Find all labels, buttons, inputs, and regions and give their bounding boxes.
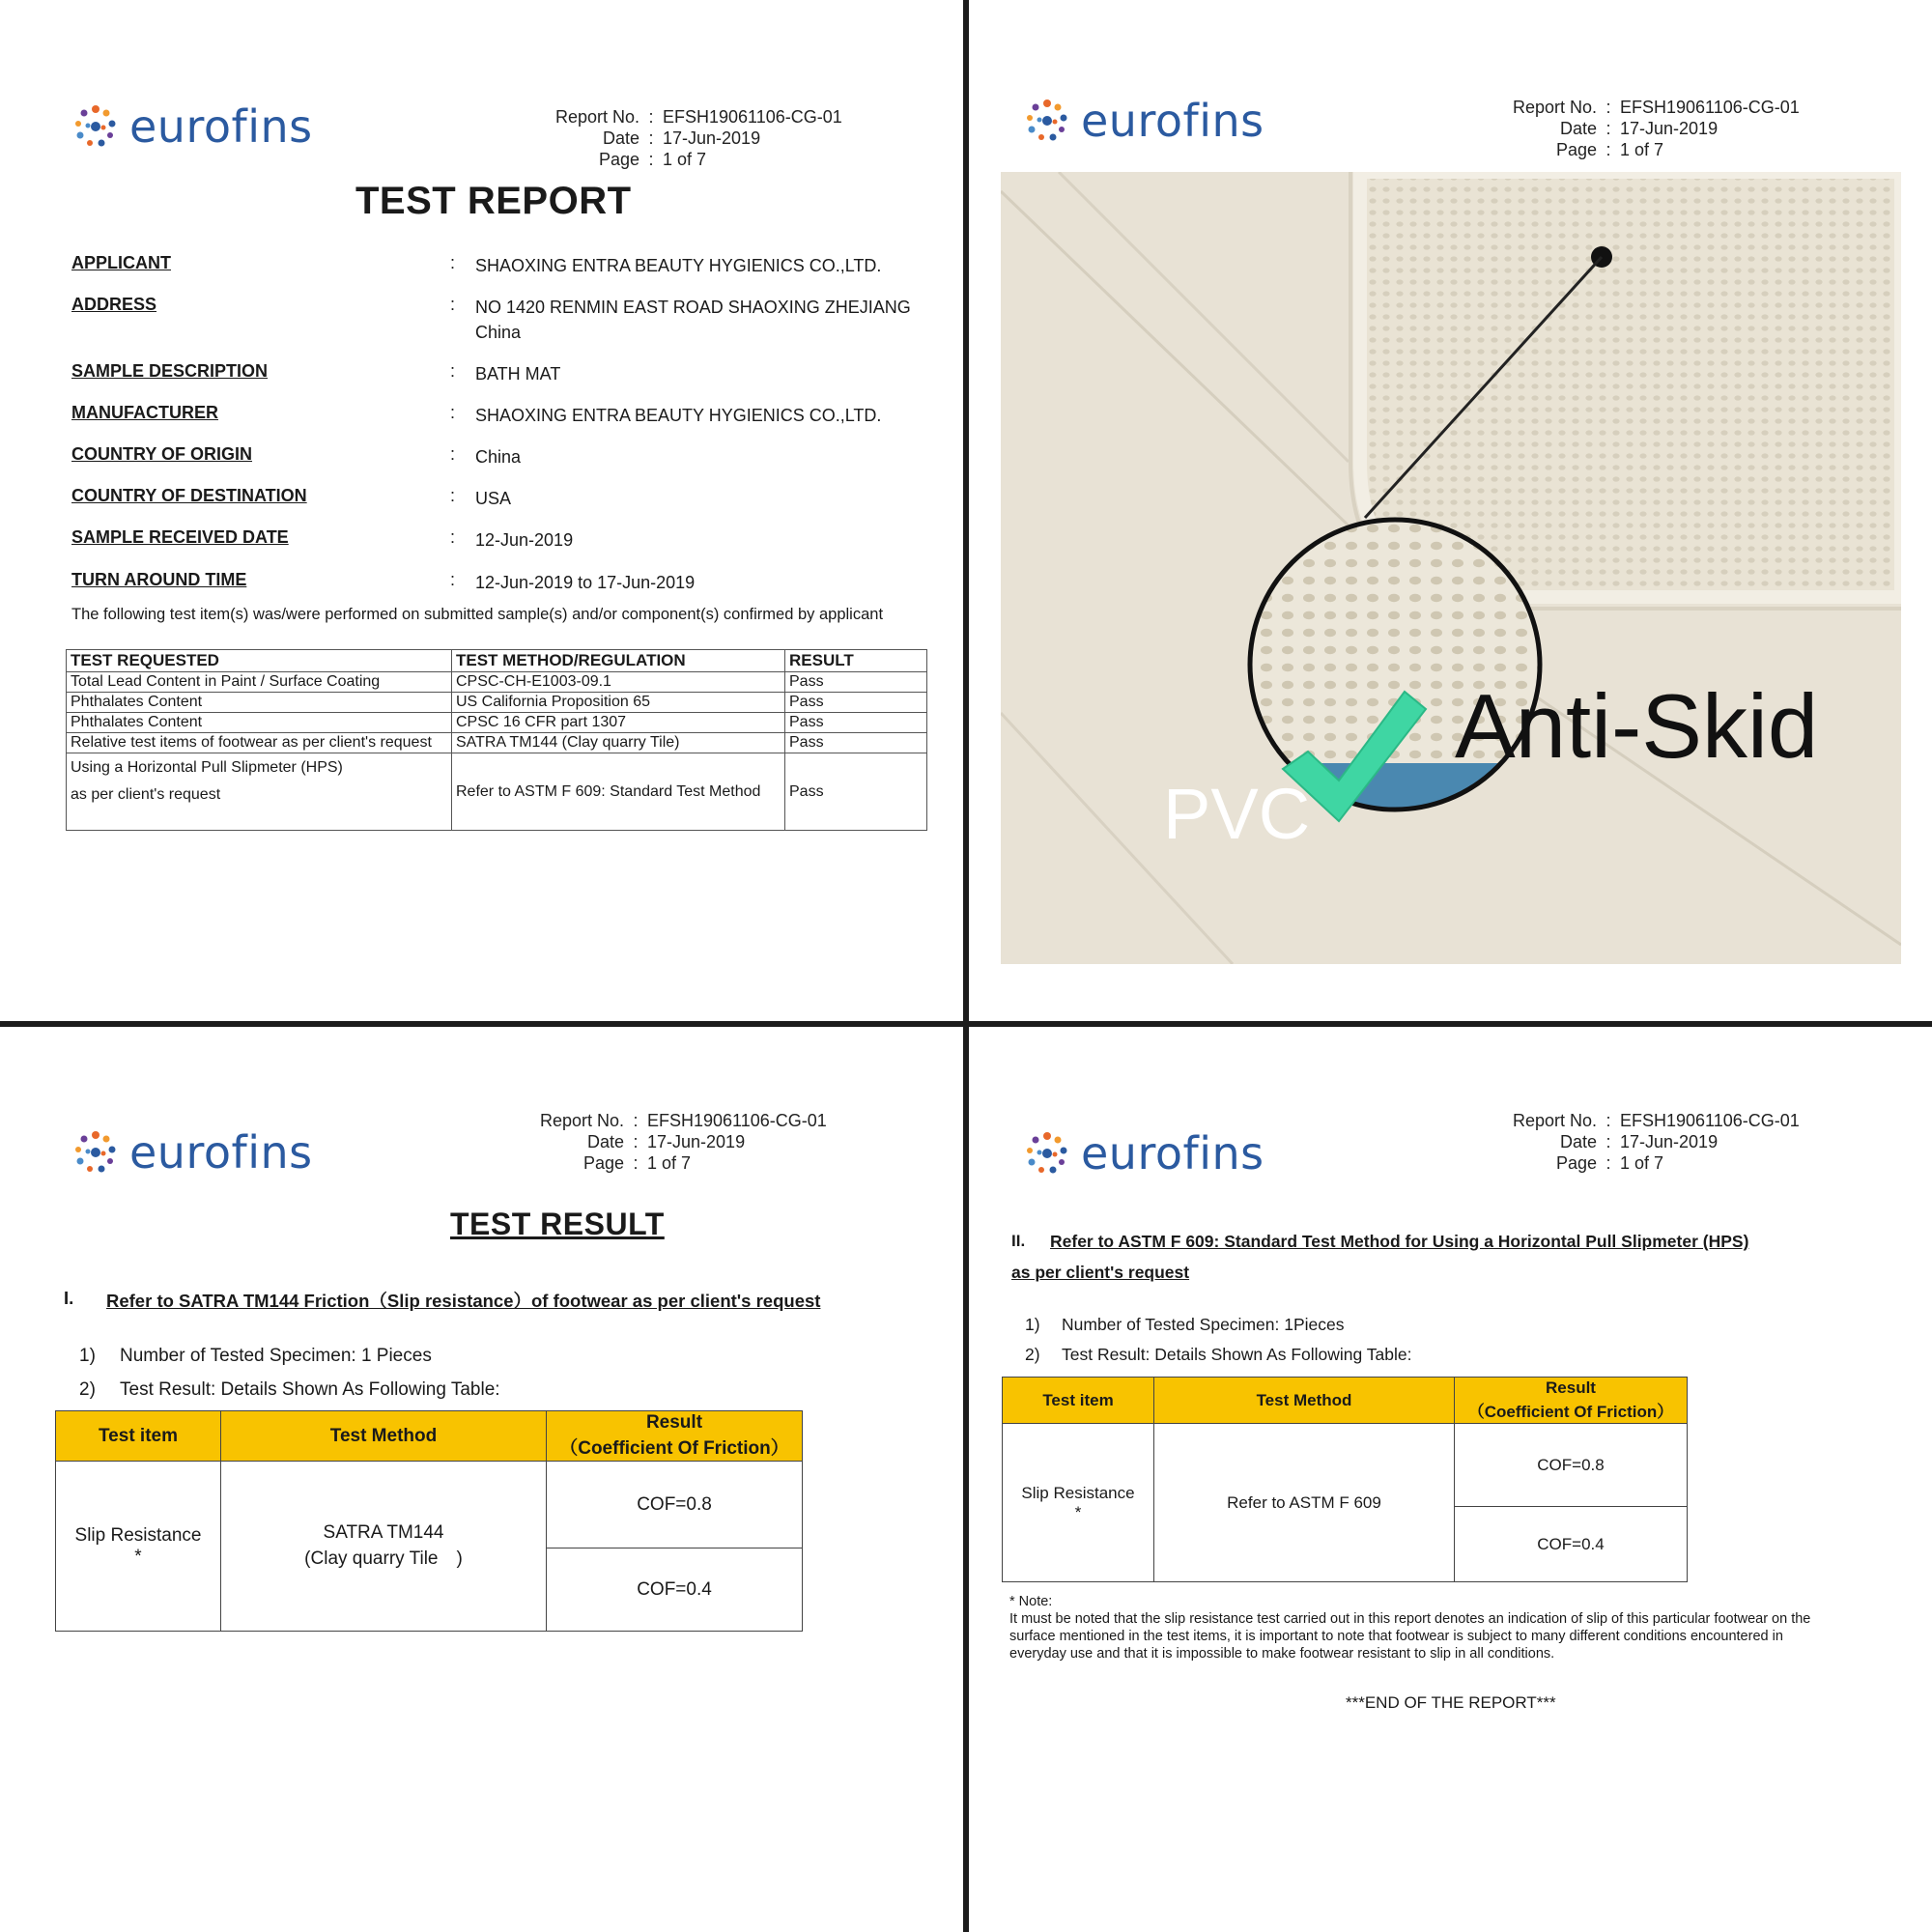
note-line-3: everyday use and that it is impossible to make footwear resistant to slip in all conditions. [1009,1646,1555,1662]
eurofins-logo-icon [71,102,120,151]
logo-text: eurofins [1081,1127,1264,1179]
report-meta: Report No. : EFSH19061106-CG-01 Date : 17-Jun-2019 Page : 1 of 7 [1491,97,1800,160]
eurofins-logo-icon [1023,1129,1071,1178]
pvc-label: PVC [1163,774,1311,854]
table-row [67,753,927,831]
report-date: 17-Jun-2019 [663,128,761,148]
cell-result-2: COF=0.4 [1455,1507,1688,1582]
header-test-method: Test Method [221,1411,547,1462]
eurofins-logo [1023,1127,1264,1179]
item-1-number: 1) [1025,1315,1040,1334]
table-cell: Pass [785,753,927,831]
section-number: II. [1011,1232,1026,1250]
friction-table [1002,1377,1688,1582]
report-no-label: Report No. [554,107,639,127]
anti-skid-callout: Anti-Skid [1455,675,1819,777]
header-test-item: Test item [56,1411,221,1462]
section-heading-2: as per client's request [1011,1263,1190,1282]
table-cell: Pass [785,672,927,693]
logo-text: eurofins [1081,95,1264,147]
cell-test-method: Refer to ASTM F 609 [1154,1424,1455,1582]
date-label: Date [1559,119,1597,138]
report-no: EFSH19061106-CG-01 [663,107,842,127]
field-label: COUNTRY OF DESTINATION [71,486,307,505]
date-label: Date [602,128,639,148]
note-title: * Note: [1009,1594,1053,1609]
table-cell: Pass [785,693,927,713]
field-value: 12-Jun-2019 to 17-Jun-2019 [475,573,696,592]
header-result: Result （Coefficient Of Friction） [1455,1378,1688,1424]
bath-mat-photo [1001,172,1901,964]
table-cell: Pass [785,733,927,753]
date-label: Date [586,1132,624,1151]
section-heading: Refer to ASTM F 609: Standard Test Method for Using a Horizontal Pull Slipmeter (HPS) [1050,1232,1749,1251]
report-date: 17-Jun-2019 [1620,119,1719,138]
report-no-label: Report No. [1512,1111,1597,1130]
report-meta: Report No. : EFSH19061106-CG-01 Date : 17-Jun-2019 Page : 1 of 7 [533,106,842,170]
table-cell: Refer to ASTM F 609: Standard Test Method [452,753,785,831]
report-date: 17-Jun-2019 [1620,1132,1719,1151]
test-result-page-1 [0,1027,963,1932]
item-2-text: Test Result: Details Shown As Following Table: [120,1379,500,1400]
header-result: Result （Coefficient Of Friction） [547,1411,803,1462]
logo-text: eurofins [129,1126,313,1179]
table-row [1003,1424,1688,1507]
field-value: NO 1420 RENMIN EAST ROAD SHAOXING ZHEJIANG China [475,298,911,342]
table-row [67,733,927,753]
page-number: 1 of 7 [1620,1153,1664,1173]
report-no: EFSH19061106-CG-01 [647,1111,827,1130]
item-2-text: Test Result: Details Shown As Following Table: [1062,1345,1412,1364]
field-value: 12-Jun-2019 [475,530,574,550]
field-value: BATH MAT [475,364,561,384]
table-cell: Phthalates Content [67,713,452,733]
cell-test-item: Slip Resistance * [1003,1424,1154,1582]
header-result: RESULT [785,650,927,672]
table-header-row [1003,1378,1688,1424]
field-value: SHAOXING ENTRA BEAUTY HYGIENICS CO.,LTD. [475,406,882,425]
eurofins-logo-icon [71,1128,120,1177]
page-number: 1 of 7 [647,1153,692,1173]
field-label: ADDRESS [71,295,157,314]
field-value: USA [475,489,512,508]
header-method: TEST METHOD/REGULATION [452,650,785,672]
field-label: COUNTRY OF ORIGIN [71,444,253,464]
field-label: SAMPLE DESCRIPTION [71,361,269,381]
table-row [67,713,927,733]
product-photo-panel [969,0,1932,1021]
page-label: Page [1555,140,1597,159]
field-label: SAMPLE RECEIVED DATE [71,527,289,547]
item-1-text: Number of Tested Specimen: 1 Pieces [120,1346,432,1366]
field-label: TURN AROUND TIME [71,570,247,589]
report-meta: Report No. : EFSH19061106-CG-01 Date : 17-Jun-2019 Page : 1 of 7 [1491,1110,1800,1174]
item-1-text: Number of Tested Specimen: 1Pieces [1062,1315,1345,1334]
report-no: EFSH19061106-CG-01 [1620,1111,1800,1130]
test-report-page: eurofins Report No. : EFSH19061106-CG-01 Date : 17-Jun-2019 Page : 1 of 7 TEST REPORT APPLICANT : SHAOXING ENTRA BEAUTY HYGIENICS CO.,LTD. ADDRESS : NO 1420 RENMIN EAST ROAD SHAOXING ZHEJIANG China SAMPLE DESCRIPTION : BATH MAT MANUFACTURER : SHAOXING ENTRA BEAUTY HYGIENICS CO.,LTD. COUNTRY OF ORIGIN : China COUNTRY OF DESTINATION : USA SAMPLE RECEIVED DATE : 12-Jun-2019 TURN AROUND TIME : 12-Jun-2019 to 17-Jun-2019 The following test item(s) was/were performed on submitted sample(s) and/or component(s) confirmed by applicant TEST REQUESTED TEST METHOD/REGULATION RESULT Total Lead Content in Paint / Surface Coating CPSC-CH-E1003-09.1 Pass Phthalates Content US California Proposition 65 Pass Phthalates Content CPSC 16 CFR part 1307 Pass Relative test items of footwear as per client's request SATRA TM144 (Clay quarry Tile) Pass Using a Horizontal Pull Slipmeter (HPS) as per client's request Refer to ASTM F 609: Standard Test Method Pass [0,0,963,1021]
table-cell: Using a Horizontal Pull Slipmeter (HPS) as per client's request [67,753,452,831]
note-line-1: It must be noted that the slip resistance test carried out in this report denotes an indication of slip of this particular footwear on the [1009,1611,1811,1627]
table-cell: Relative test items of footwear as per client's request [67,733,452,753]
field-value: China [475,447,522,467]
page-label: Page [1555,1153,1597,1173]
cell-result-2: COF=0.4 [547,1548,803,1632]
report-meta: Report No. : EFSH19061106-CG-01 Date : 17-Jun-2019 Page : 1 of 7 [518,1110,827,1174]
eurofins-logo [71,100,313,153]
friction-table [55,1410,803,1632]
item-1-number: 1) [79,1346,96,1366]
page-label: Page [598,150,639,169]
item-2-number: 2) [79,1379,96,1400]
table-cell: CPSC-CH-E1003-09.1 [452,672,785,693]
report-no-label: Report No. [1512,98,1597,117]
report-note: The following test item(s) was/were performed on submitted sample(s) and/or component(s) confirmed by applicant [71,606,884,623]
table-cell: SATRA TM144 (Clay quarry Tile) [452,733,785,753]
cell-test-method: SATRA TM144 (Clay quarry Tile ) [221,1462,547,1632]
page-number: 1 of 7 [663,150,707,169]
eurofins-logo [1023,95,1264,147]
tests-table [66,649,927,831]
field-value: SHAOXING ENTRA BEAUTY HYGIENICS CO.,LTD. [475,256,882,275]
field-label: APPLICANT [71,253,171,272]
table-row [56,1462,803,1548]
table-cell: US California Proposition 65 [452,693,785,713]
horizontal-divider [0,1021,1932,1027]
slip-note [1009,1593,1927,1662]
header-test-requested: TEST REQUESTED [67,650,452,672]
logo-text: eurofins [129,100,313,153]
header-test-item: Test item [1003,1378,1154,1424]
section-heading: Refer to SATRA TM144 Friction（Slip resistance）of footwear as per client's request [106,1291,821,1311]
table-header-row [67,650,927,672]
result-title: TEST RESULT [450,1207,665,1241]
item-2-number: 2) [1025,1345,1040,1364]
table-row [67,672,927,693]
field-label: MANUFACTURER [71,403,218,422]
table-cell: Pass [785,713,927,733]
cell-result-1: COF=0.8 [547,1462,803,1548]
eurofins-logo-icon [1023,97,1071,145]
table-header-row [56,1411,803,1462]
test-result-page-2 [969,1027,1932,1932]
report-no: EFSH19061106-CG-01 [1620,98,1800,117]
table-cell: Total Lead Content in Paint / Surface Coating [67,672,452,693]
cell-result-1: COF=0.8 [1455,1424,1688,1507]
cell-test-item: Slip Resistance * [56,1462,221,1632]
date-label: Date [1559,1132,1597,1151]
report-date: 17-Jun-2019 [647,1132,746,1151]
page-number: 1 of 7 [1620,140,1664,159]
report-no-label: Report No. [539,1111,624,1130]
table-cell: Phthalates Content [67,693,452,713]
header-test-method: Test Method [1154,1378,1455,1424]
report-title: TEST REPORT [355,180,632,222]
eurofins-logo [71,1126,313,1179]
table-row [67,693,927,713]
vertical-divider [963,0,969,1932]
note-line-2: surface mentioned in the test items, it is important to note that footwear is subject to many different conditions encountered in [1009,1629,1783,1644]
table-cell: CPSC 16 CFR part 1307 [452,713,785,733]
section-number: I. [64,1288,74,1308]
end-of-report: ***END OF THE REPORT*** [1346,1693,1556,1712]
page-label: Page [582,1153,624,1173]
